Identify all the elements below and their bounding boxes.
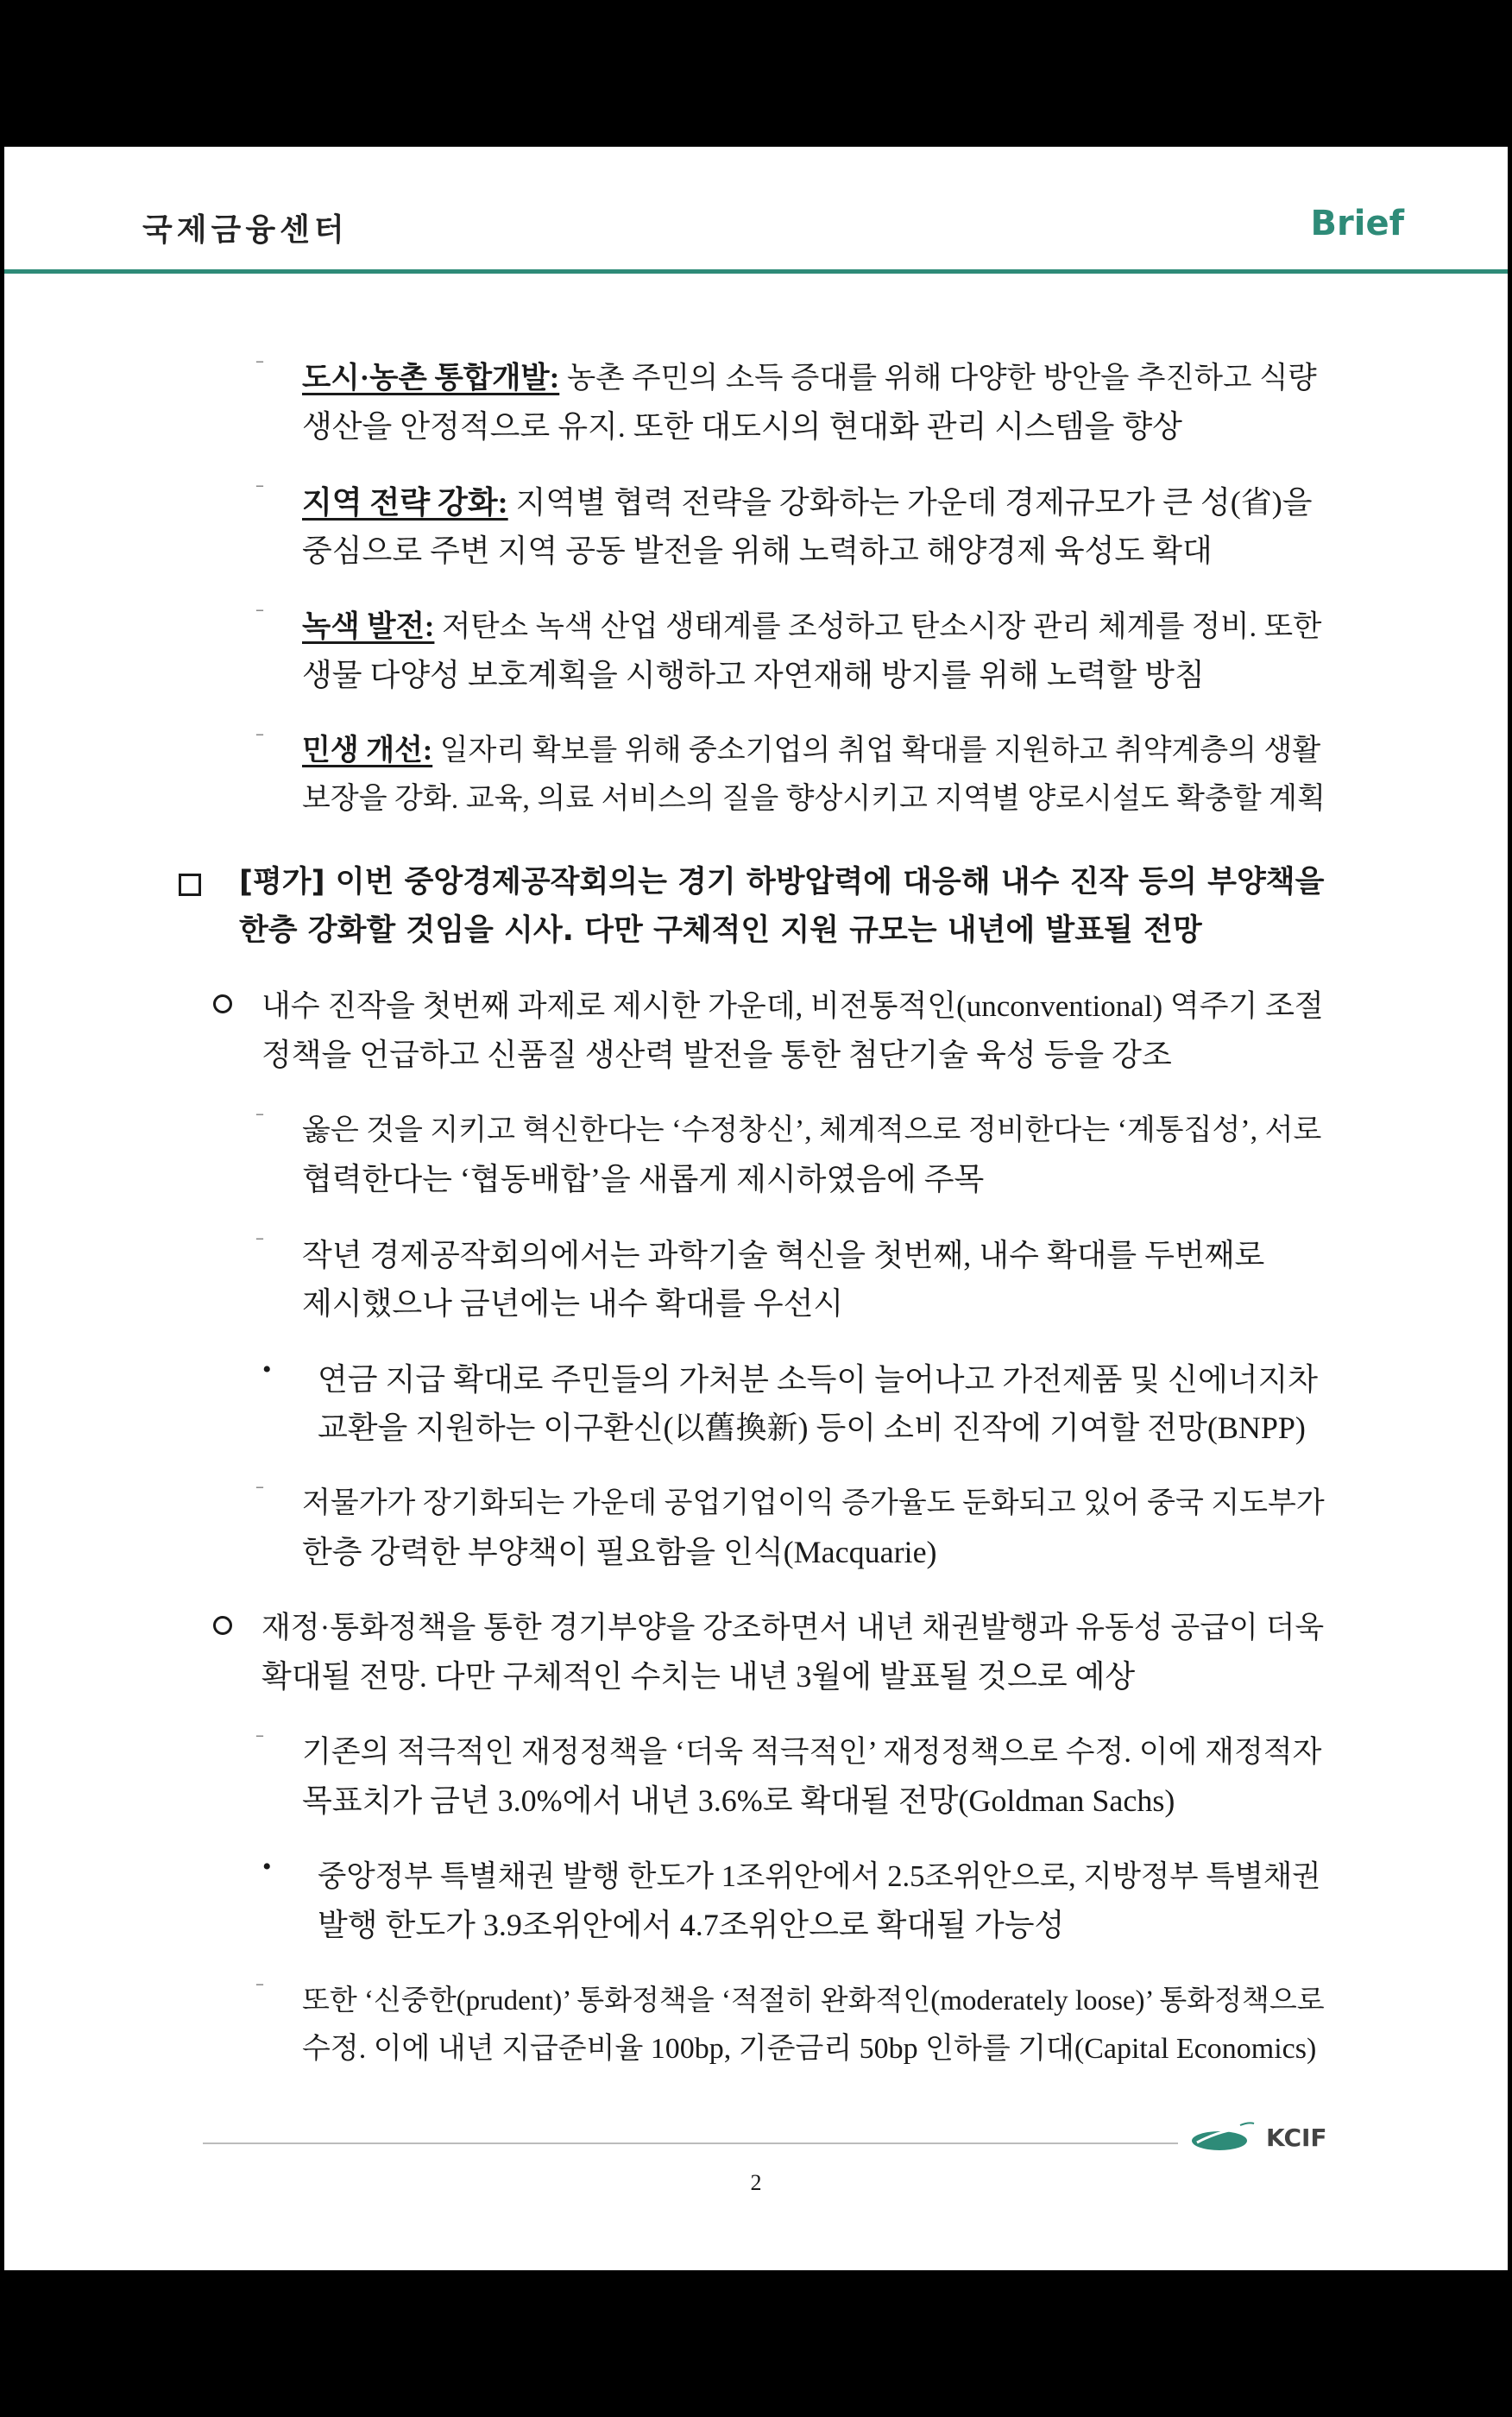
dot-bullet-icon: •: [262, 1355, 272, 1384]
dash-bullet: –: [256, 1977, 263, 1991]
list-item: [256, 727, 1331, 824]
item-text: 저물가가 장기화되는 가운데 공업기업이익 증가율도 둔화되고 있어 중국 지도부가: [302, 1487, 1325, 1519]
dash-bullet: –: [256, 727, 263, 742]
dash-bullet: –: [256, 1231, 263, 1246]
list-item: [256, 603, 1331, 699]
list-item: [261, 1604, 1331, 1701]
item-text: 연금 지급 확대로 주민들의 가처분 소득이 늘어나고 가전제품 및 신에너지차: [318, 1362, 1319, 1397]
dash-bullet: –: [256, 1480, 263, 1494]
document-page: [4, 147, 1508, 2270]
header-divider: [4, 269, 1508, 274]
item-text: 저탄소 녹색 산업 생태계를 조성하고 탄소시장 관리 체계를 정비. 또한: [442, 610, 1322, 643]
dash-bullet: –: [256, 1728, 263, 1743]
item-text: 작년 경제공작회의에서는 과학기술 혁신을 첫번째, 내수 확대를 두번째로: [302, 1238, 1265, 1272]
item-text: 기존의 적극적인 재정정책을 ‘더욱 적극적인’ 재정정책으로 수정. 이에 재정적자: [302, 1735, 1322, 1769]
section-heading: [239, 858, 1333, 955]
kcif-logo-icon: [1188, 2122, 1257, 2153]
item-text: 지역별 협력 전략을 강화하는 가운데 경제규모가 큰 성(省)을: [515, 485, 1313, 520]
header-brief-label: Brief: [1310, 204, 1404, 243]
circle-bullet-icon: [213, 1616, 232, 1635]
item-text: 중심으로 주변 지역 공동 발전을 위해 노력하고 해양경제 육성도 확대: [302, 533, 1213, 568]
item-keyword: 지역 전략 강화:: [302, 485, 508, 520]
header-organization: 국제금융센터: [142, 212, 349, 248]
footer-divider: [203, 2142, 1178, 2144]
square-bullet-icon: [179, 874, 201, 896]
item-text: 내수 진작을 첫번째 과제로 제시한 가운데, 비전통적인(unconventional) 역주기 조절: [261, 989, 1324, 1023]
item-text: 농촌 주민의 소득 증대를 위해 다양한 방안을 추진하고 식량: [566, 362, 1317, 394]
item-text: 중앙정부 특별채권 발행 한도가 1조위안에서 2.5조위안으로, 지방정부 특별채권: [318, 1860, 1321, 1893]
page-number: 2: [750, 2170, 762, 2195]
document-body: [4, 354, 1508, 2073]
item-text: 교환을 지원하는 이구환신(以舊換新) 등이 소비 진작에 기여할 전망(BNPP): [318, 1410, 1306, 1445]
dash-bullet: –: [256, 603, 263, 617]
list-item: [256, 1728, 1331, 1825]
list-item: [256, 478, 1331, 575]
list-item: [262, 1355, 1331, 1452]
list-item: [256, 354, 1331, 451]
item-text: 목표치가 금년 3.0%에서 내년 3.6%로 확대될 전망(Goldman Sachs): [302, 1783, 1175, 1818]
list-item: [256, 1107, 1331, 1203]
item-text: 확대될 전망. 다만 구체적인 수치는 내년 3월에 발표될 것으로 예상: [261, 1659, 1136, 1694]
item-text: 보장을 강화. 교육, 의료 서비스의 질을 향상시키고 지역별 양로시설도 확충할 계획: [302, 783, 1326, 815]
list-item: [256, 1480, 1331, 1576]
item-text: 발행 한도가 3.9조위안에서 4.7조위안으로 확대될 가능성: [318, 1908, 1065, 1942]
list-item: [262, 1852, 1331, 1949]
dot-bullet-icon: •: [262, 1852, 272, 1881]
item-keyword: 도시·농촌 통합개발:: [302, 362, 560, 394]
item-text: 정책을 언급하고 신품질 생산력 발전을 통한 첨단기술 육성 등을 강조: [261, 1038, 1172, 1072]
list-item: [256, 1231, 1331, 1328]
dash-bullet: –: [256, 1107, 263, 1121]
dash-bullet: –: [256, 478, 263, 493]
item-text: 재정·통화정책을 통한 경기부양을 강조하면서 내년 채권발행과 유동성 공급이 더욱: [261, 1611, 1325, 1644]
circle-bullet-icon: [213, 994, 232, 1013]
item-text: 제시했으나 금년에는 내수 확대를 우선시: [302, 1286, 844, 1321]
item-text: 생산을 안정적으로 유지. 또한 대도시의 현대화 관리 시스템을 향상: [302, 409, 1182, 444]
item-keyword: 녹색 발전:: [302, 610, 435, 643]
item-text: 생물 다양성 보호계획을 시행하고 자연재해 방지를 위해 노력할 방침: [302, 658, 1205, 692]
item-text: 한층 강력한 부양책이 필요함을 인식(Macquarie): [302, 1535, 937, 1569]
heading-text: 한층 강화할 것임을 시사. 다만 구체적인 지원 규모는 내년에 발표될 전망: [239, 913, 1202, 948]
item-keyword: 민생 개선:: [302, 735, 433, 767]
item-text: 옳은 것을 지키고 혁신한다는 ‘수정창신’, 체계적으로 정비한다는 ‘계통집성’, 서로: [302, 1114, 1322, 1146]
list-item: [261, 982, 1331, 1079]
item-text: 수정. 이에 내년 지급준비율 100bp, 기준금리 50bp 인하를 기대(Capital Economics): [302, 2033, 1317, 2065]
kcif-logo: [1188, 2122, 1327, 2153]
item-text: 협력한다는 ‘협동배합’을 새롭게 제시하였음에 주목: [302, 1162, 985, 1196]
dash-bullet: –: [256, 354, 263, 369]
kcif-logo-text: KCIF: [1266, 2123, 1327, 2152]
heading-text: [평가] 이번 중앙경제공작회의는 경기 하방압력에 대응해 내수 진작 등의 부양책을: [239, 865, 1325, 899]
item-text: 일자리 확보를 위해 중소기업의 취업 확대를 지원하고 취약계층의 생활: [439, 735, 1321, 767]
list-item: [256, 1977, 1331, 2073]
item-text: 또한 ‘신중한(prudent)’ 통화정책을 ‘적절히 완화적인(moderately loose)’ 통화정책으로: [302, 1985, 1325, 2016]
